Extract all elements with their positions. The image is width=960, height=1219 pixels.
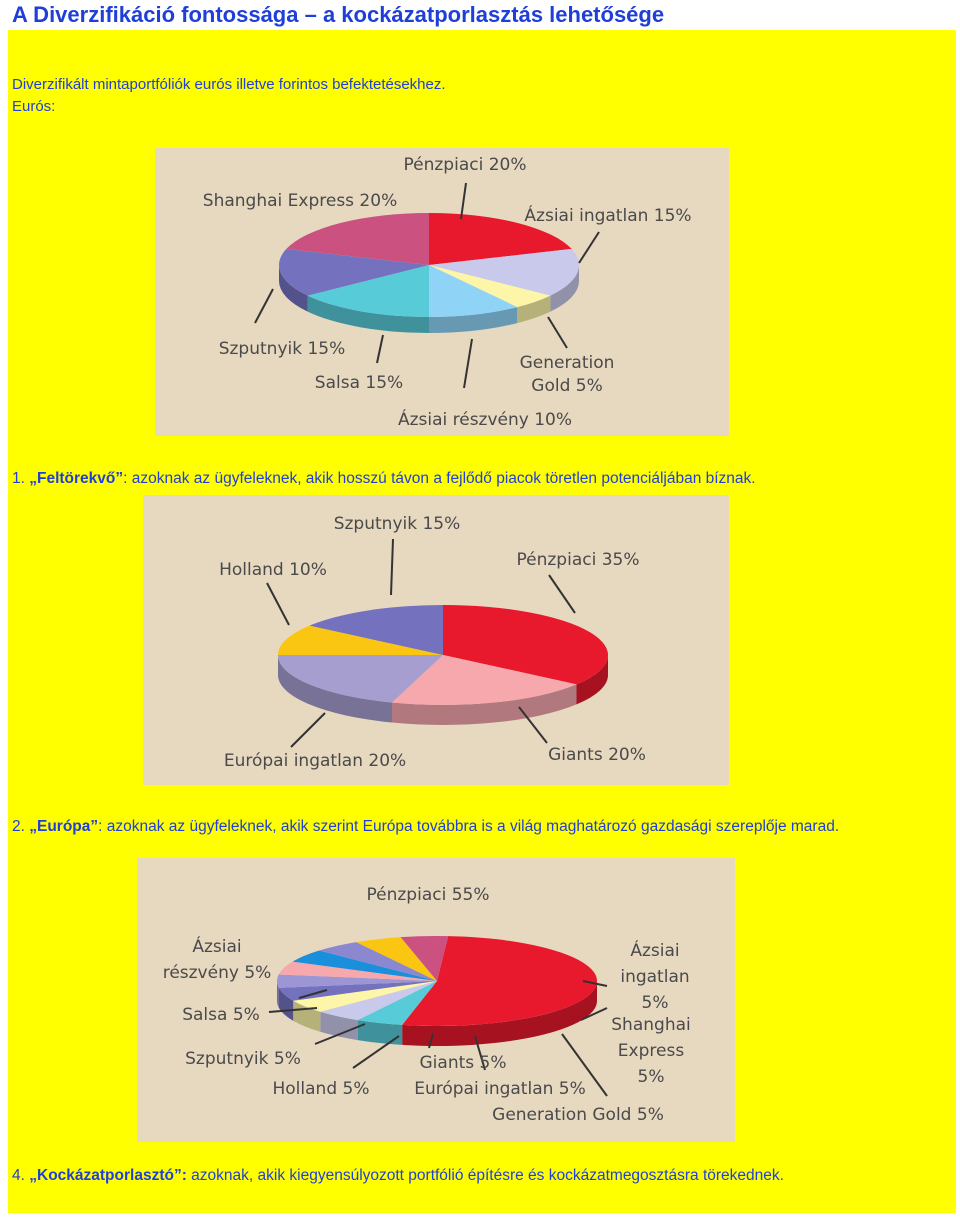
- chart-3-label: Ázsiai: [630, 941, 680, 961]
- caption-text: azoknak, akik kiegyensúlyozott portfólió építésre és kockázatmegosztásra törekednek.: [186, 1167, 784, 1184]
- chart-3-label: Salsa 5%: [182, 1005, 260, 1025]
- chart-3-label: részvény 5%: [162, 963, 272, 983]
- chart-1-label: Generation: [519, 353, 615, 373]
- intro-text: [12, 74, 446, 118]
- caption-name: „Kockázatporlasztó”:: [29, 1167, 187, 1184]
- pie-chart-3-svg: [137, 858, 735, 1142]
- intro-subheading: Eurós:: [12, 98, 56, 115]
- chart-3-label: Shanghai: [611, 1015, 691, 1035]
- pie-chart-1-svg: [155, 148, 729, 436]
- caption-2: [12, 818, 839, 836]
- chart-3-label: ingatlan: [620, 967, 690, 987]
- caption-3: [12, 1167, 784, 1185]
- pie-chart-2-svg: [143, 495, 729, 785]
- chart-1-label: Shanghai Express 20%: [202, 191, 398, 211]
- chart-1-label: Pénzpiaci 20%: [403, 155, 527, 175]
- chart-3-label: Generation Gold 5%: [492, 1105, 664, 1125]
- caption-number: 1.: [12, 470, 25, 487]
- chart-3-label: Pénzpiaci 55%: [366, 885, 490, 905]
- caption-number: 4.: [12, 1167, 25, 1184]
- pie-chart-1: [155, 148, 729, 436]
- chart-1-label: Gold 5%: [531, 376, 603, 396]
- chart-2-label: Giants 20%: [548, 745, 646, 765]
- chart-3-label: Holland 5%: [272, 1079, 370, 1099]
- chart-3-label: Giants 5%: [419, 1053, 507, 1073]
- pie-chart-2: [143, 495, 729, 785]
- page-title: A Diverzifikáció fontossága – a kockázatporlasztás lehetősége: [12, 2, 665, 27]
- chart-3-label: Express: [617, 1041, 685, 1061]
- chart-1-label: Szputnyik 15%: [218, 339, 346, 359]
- caption-name: „Európa”: [29, 818, 99, 835]
- caption-text: : azoknak az ügyfeleknek, akik hosszú távon a fejlődő piacok töretlen potenciáljában bíznak.: [123, 470, 756, 487]
- chart-3-label: Európai ingatlan 5%: [414, 1079, 586, 1099]
- content-area: [8, 30, 956, 1213]
- chart-2-label: Szputnyik 15%: [333, 514, 461, 534]
- caption-number: 2.: [12, 818, 25, 835]
- chart-2-label: Holland 10%: [219, 560, 327, 580]
- caption-name: „Feltörekvő”: [29, 470, 124, 487]
- chart-1-label: Salsa 15%: [314, 373, 404, 393]
- caption-text: : azoknak az ügyfeleknek, akik szerint Európa továbbra is a világ maghatározó gazdasági szereplője marad.: [98, 818, 840, 835]
- chart-1-label: Ázsiai részvény 10%: [397, 410, 573, 430]
- pie-chart-3: [137, 858, 735, 1142]
- chart-3-label: Szputnyik 5%: [185, 1049, 301, 1069]
- chart-3-label: 5%: [637, 1067, 665, 1087]
- chart-2-label: Európai ingatlan 20%: [223, 751, 407, 771]
- chart-3-label: 5%: [641, 993, 669, 1013]
- intro-line: Diverzifikált mintaportfóliók eurós illetve forintos befektetésekhez.: [12, 76, 446, 93]
- chart-3-label: Ázsiai: [192, 937, 242, 957]
- caption-1: [12, 470, 756, 488]
- chart-2-label: Pénzpiaci 35%: [516, 550, 640, 570]
- chart-1-label: Ázsiai ingatlan 15%: [524, 206, 692, 226]
